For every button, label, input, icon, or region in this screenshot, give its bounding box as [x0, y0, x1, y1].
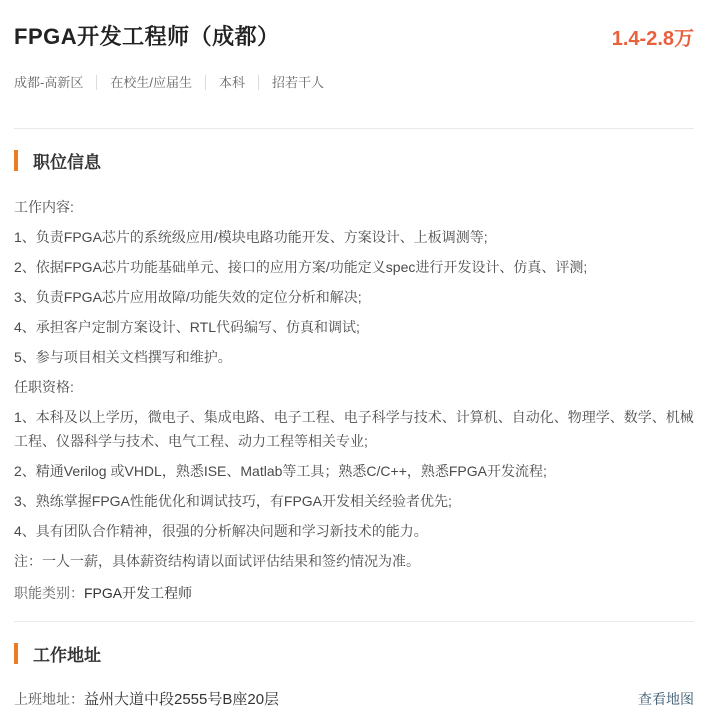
section-accent-bar: [14, 643, 18, 664]
job-description-paragraph: 1、本科及以上学历，微电子、集成电路、电子工程、电子科学与技术、计算机、自动化、物理学、数学、机械工程、仪器科学与技术、电气工程、动力工程等相关专业;: [14, 409, 694, 449]
job-description-paragraph: 3、熟练掌握FPGA性能优化和调试技巧，有FPGA开发相关经验者优先;: [14, 493, 452, 509]
job-description-paragraph: 3、负责FPGA芯片应用故障/功能失效的定位分析和解决;: [14, 289, 362, 305]
job-title: FPGA开发工程师（成都）: [14, 24, 280, 49]
work-address-value: 益州大道中段2555号B座20层: [84, 691, 280, 708]
job-tag: 本科: [205, 75, 245, 90]
section-divider: [14, 128, 694, 129]
salary-range: 1.4-2.8万: [611, 28, 694, 50]
job-category-row: [14, 583, 694, 603]
job-tags-row: [14, 75, 694, 90]
work-address-label: 上班地址：: [14, 691, 84, 707]
job-description: [14, 195, 694, 573]
job-description-paragraph: 4、具有团队合作精神，很强的分析解决问题和学习新技术的能力。: [14, 523, 428, 539]
work-address-section-header: [14, 641, 694, 666]
job-description-paragraph: 2、精通Verilog 或VHDL，熟悉ISE、Matlab等工具；熟悉C/C++，熟悉FPGA开发流程;: [14, 463, 547, 479]
job-category-label: 职能类别：: [14, 585, 84, 601]
job-tag: 在校生/应届生: [96, 75, 192, 90]
section-divider: [14, 621, 694, 622]
section-accent-bar: [14, 150, 18, 171]
job-description-paragraph: 1、负责FPGA芯片的系统级应用/模块电路功能开发、方案设计、上板调测等;: [14, 229, 488, 245]
job-tag: 成都-高新区: [14, 75, 84, 90]
work-address-section-title: 工作地址: [33, 646, 101, 665]
job-description-paragraph: 2、依据FPGA芯片功能基础单元、接口的应用方案/功能定义spec进行开发设计、仿真、评测;: [14, 259, 588, 275]
job-description-paragraph: 5、参与项目相关文档撰写和维护。: [14, 349, 232, 365]
job-info-section-title: 职位信息: [33, 153, 101, 172]
view-map-link[interactable]: 查看地图: [638, 691, 694, 707]
work-address-row: [14, 688, 694, 709]
work-address-text: [14, 688, 279, 709]
job-description-paragraph: 工作内容:: [14, 199, 74, 215]
job-info-section-header: [14, 148, 694, 173]
job-description-paragraph: 注：一人一薪，具体薪资结构请以面试评估结果和签约情况为准。: [14, 553, 420, 569]
job-header: [14, 0, 694, 51]
job-description-paragraph: 4、承担客户定制方案设计、RTL代码编写、仿真和调试;: [14, 319, 360, 335]
job-category-value: FPGA开发工程师: [84, 585, 193, 601]
job-tag: 招若干人: [258, 75, 324, 90]
job-description-paragraph: 任职资格:: [14, 379, 74, 395]
